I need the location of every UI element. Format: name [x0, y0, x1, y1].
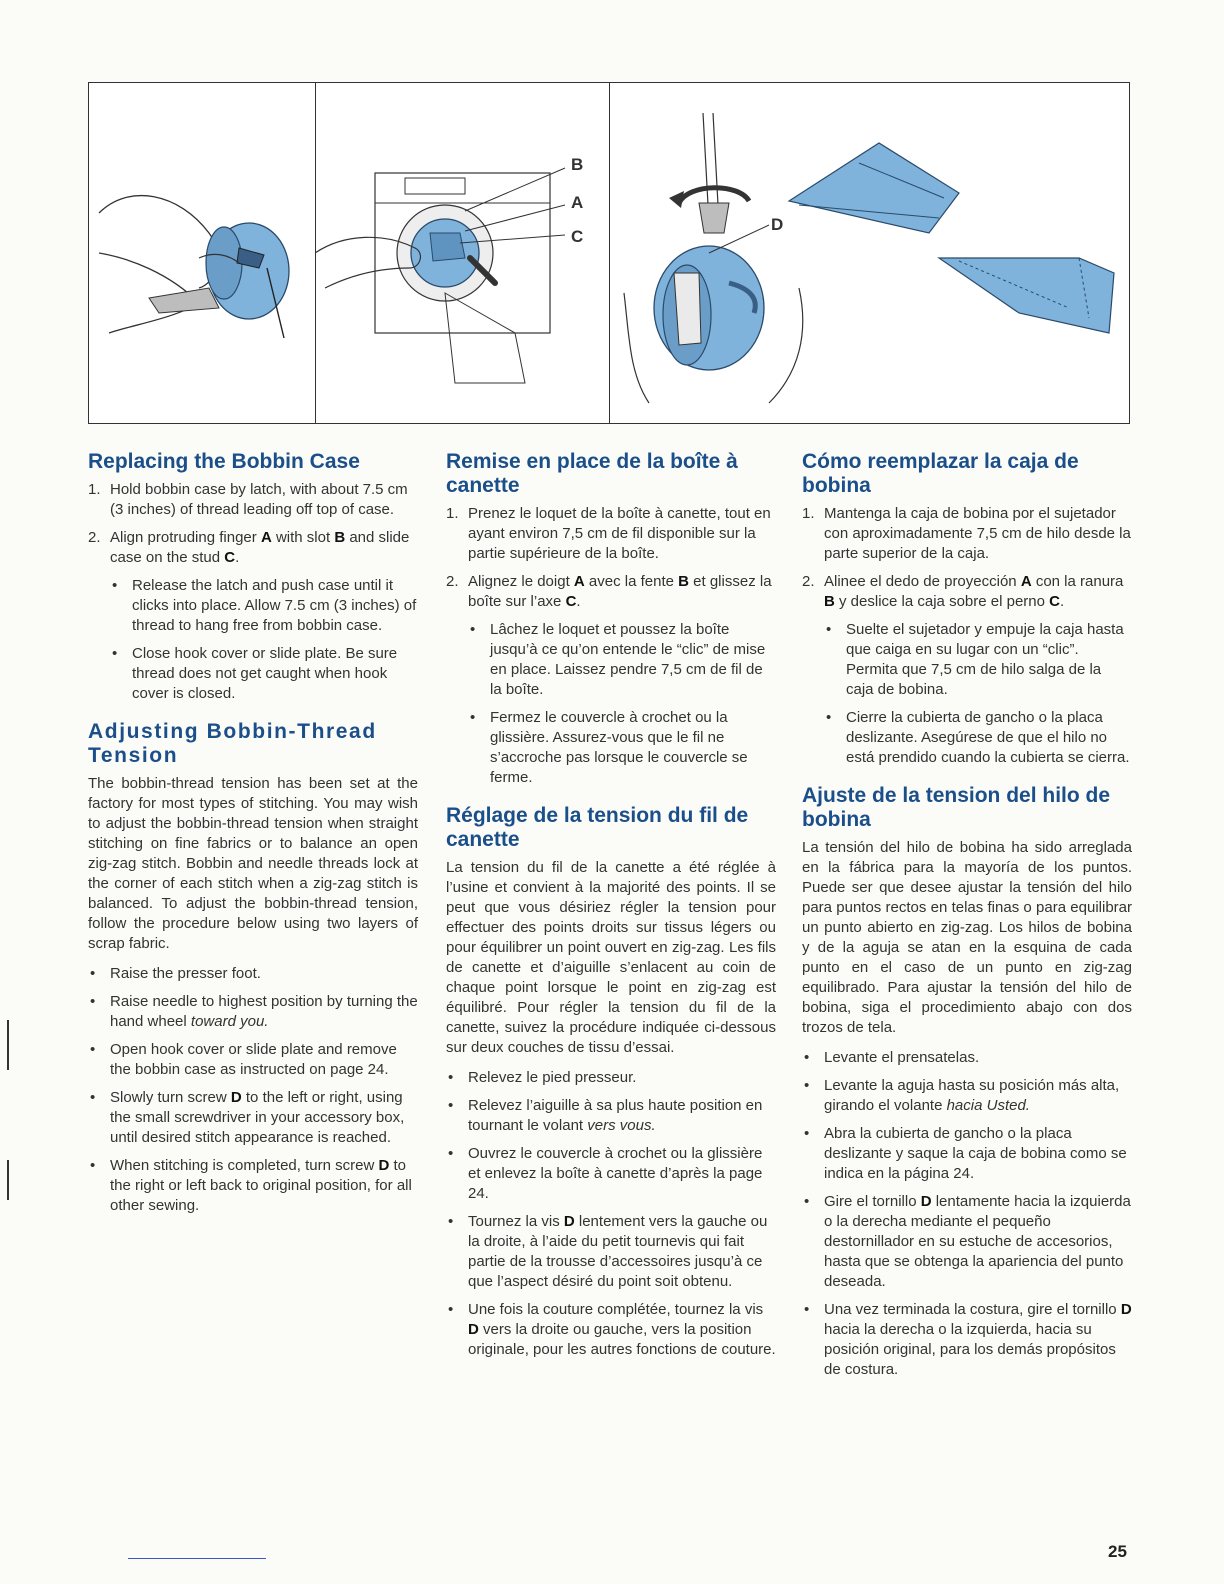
bullet-list	[802, 1048, 1132, 1380]
list-item: • Open hook cover or slide plate and remove the bobbin case as instructed on page 24.	[90, 1041, 397, 1078]
page-number: 25	[1108, 1542, 1127, 1561]
list-item: • Raise the presser foot.	[90, 965, 261, 982]
body-paragraph: La tensión del hilo de bobina ha sido arreglada en la fábrica para la mayoría de los puntos. Puede ser que desee ajustar la tensión del hilo para puntos rectos en telas finas o para equilibrar un punto abierto en zig-zag. Los hilos de bobina y de la aguja se atan en la esquina de cada punto en el caso de un punto en zig-zag equilibrado. Para ajustar la tensión del hilo de bobina, siga el procedimiento abajo con dos trozos de tela.	[802, 839, 1132, 1036]
list-item: • Lâchez le loquet et poussez la boîte jusqu’à ce qu’on entende le “clic” de mise en place. Laissez pendre 7,5 cm de fil de la boîte.	[470, 621, 766, 698]
bullet-list	[824, 620, 1132, 768]
section-title-reglage-tension: Réglage de la tension du fil de canette	[446, 804, 749, 851]
footer-rule	[128, 1558, 266, 1559]
list-item: 1. Prenez le loquet de la boîte à canette, tout en ayant environ 7,5 cm de fil disponible sur la partie supérieure de la boîte.	[446, 505, 771, 562]
list-item: 2. Align protruding finger A with slot B and slide case on the stud C.	[88, 529, 410, 566]
bullet-list	[468, 620, 776, 788]
list-item: 1. Mantenga la caja de bobina por el sujetador con aproximadamente 7,5 cm de hilo desde la parte superior de la caja.	[802, 505, 1131, 562]
list-item: • Une fois la couture complétée, tournez la vis D vers la droite ou gauche, vers la position originale, pour les autres fonctions de couture.	[448, 1301, 776, 1358]
label-c: C	[571, 227, 584, 246]
section-title-replacing-bobbin-case: Replacing the Bobbin Case	[88, 450, 360, 473]
list-item: • Ouvrez le couvercle à crochet ou la glissière et enlevez la boîte à canette d’après la page 24.	[448, 1145, 763, 1202]
illustration-screwdriver-and-fabric	[609, 83, 1131, 423]
list-item: • Slowly turn screw D to the left or right, using the small screwdriver in your accessory box, until desired stitch appearance is reached.	[90, 1089, 405, 1146]
bullet-list	[110, 576, 418, 704]
list-item: • Levante la aguja hasta su posición más alta, girando el volante hacia Usted.	[804, 1077, 1120, 1114]
list-item: • Cierre la cubierta de gancho o la placa deslizante. Asegúrese de que el hilo no está prendido cuando la cubierta se cierra.	[826, 709, 1130, 766]
label-a: A	[571, 193, 584, 212]
illustration-hand-holding-bobbin-case	[89, 83, 316, 423]
list-item: 2. Alinee el dedo de proyección A con la ranura B y deslice la caja sobre el perno C.	[802, 573, 1124, 610]
label-d: D	[771, 215, 784, 234]
section-title-adjusting-tension: Adjusting Bobbin-Thread Tension	[88, 720, 377, 767]
list-item: • Relevez le pied presseur.	[448, 1069, 637, 1086]
body-paragraph: La tension du fil de la canette a été réglée à l’usine et convient à la majorité des points. Il se peut que vous désiriez régler la tension pour effectuer des points droits sur tissus légers ou pour équilibrer un point ouvert en zig-zag. Les fils de canette et d’aiguille s’enlacent au coin de chaque point lorsque le point en zig-zag est équilibré. Pour régler la tension du fil de la canette, suivez la procédure indiquée ci-dessous sur deux couches de tissu d’essai.	[446, 859, 776, 1056]
bullet-list	[446, 1068, 776, 1360]
list-item: • Release the latch and push case until it clicks into place. Allow 7.5 cm (3 inches) of thread to hang free from bobbin case.	[112, 577, 417, 634]
list-item: • Suelte el sujetador y empuje la caja hasta que caiga en su lugar con un “clic”. Permita que 7,5 cm de hilo salga de la caja de bobina.	[826, 621, 1124, 698]
label-b: B	[571, 155, 584, 174]
section-title-como-reemplazar: Cómo reemplazar la caja de bobina	[802, 450, 1079, 497]
list-item: • Una vez terminada la costura, gire el tornillo D hacia la derecha o la izquierda, hacia su posición original, para los demás propósitos de costura.	[804, 1301, 1132, 1378]
list-item: • Close hook cover or slide plate. Be sure thread does not get caught when hook cover is closed.	[112, 645, 398, 702]
spanish-column	[802, 450, 1132, 1388]
scan-edge-mark	[7, 1160, 9, 1200]
steps-list	[88, 480, 418, 568]
list-item: 2. Alignez le doigt A avec la fente B et glissez la boîte sur l’axe C.	[446, 573, 772, 610]
body-paragraph: The bobbin-thread tension has been set at the factory for most types of stitching. You may wish to adjust the bobbin-thread tension when straight stitching on fine fabrics or to balance an open zig-zag stitch. Bobbin and needle threads lock at the corner of each stitch when a zig-zag stitch is balanced. To adjust the bobbin-thread tension, follow the procedure below using two layers of scrap fabric.	[88, 775, 418, 952]
list-item: • Gire el tornillo D lentamente hacia la izquierda o la derecha mediante el pequeño destornillador en su estuche de accesorios, hasta que se obtenga la apariencia del punto deseada.	[804, 1193, 1131, 1290]
list-item: • When stitching is completed, turn screw D to the right or left back to original position, for all other sewing.	[90, 1157, 412, 1214]
bullet-list	[88, 964, 418, 1216]
english-column	[88, 450, 418, 1224]
scan-edge-mark	[7, 1020, 9, 1070]
list-item: • Levante el prensatelas.	[804, 1049, 980, 1066]
list-item: • Abra la cubierta de gancho o la placa deslizante y saque la caja de bobina como se indica en la página 24.	[804, 1125, 1127, 1182]
list-item: • Relevez l’aiguille à sa plus haute position en tournant le volant vers vous.	[448, 1097, 763, 1134]
list-item: 1. Hold bobbin case by latch, with about 7.5 cm (3 inches) of thread leading off top of case.	[88, 481, 408, 518]
french-column	[446, 450, 776, 1368]
section-title-remise-en-place: Remise en place de la boîte à canette	[446, 450, 738, 497]
section-title-ajuste-tension: Ajuste de la tension del hilo de bobina	[802, 784, 1111, 831]
steps-list	[446, 504, 776, 612]
steps-list	[802, 504, 1132, 612]
illustration-bobbin-case-on-stud	[315, 83, 610, 423]
list-item: • Fermez le couvercle à crochet ou la glissière. Assurez-vous que le fil ne s’accroche pas lorsque le couvercle se ferme.	[470, 709, 748, 786]
illustration-frame	[88, 82, 1130, 424]
list-item: • Raise needle to highest position by turning the hand wheel toward you.	[90, 993, 418, 1030]
list-item: • Tournez la vis D lentement vers la gauche ou la droite, à l’aide du petit tournevis qui fait partie de la trousse d’accessoires jusqu’à ce que l’aspect désiré du point soit obtenu.	[448, 1213, 768, 1290]
